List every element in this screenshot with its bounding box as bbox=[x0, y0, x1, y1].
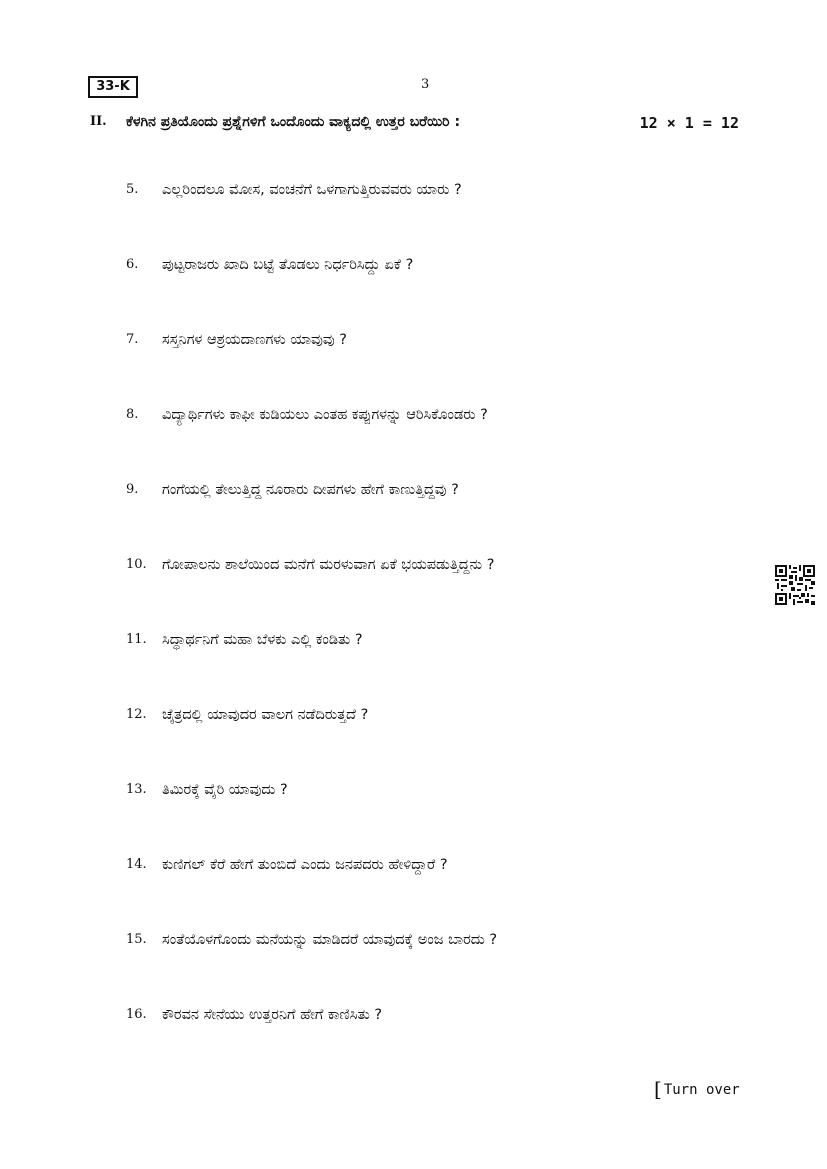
question-text: ಚೈತ್ರದಲ್ಲಿ ಯಾವುದರ ವಾಲಗ ನಡೆದಿರುತ್ತದೆ ? bbox=[162, 707, 369, 723]
question-number: 11. bbox=[126, 632, 147, 647]
section-number: II. bbox=[90, 114, 107, 129]
question-number: 12. bbox=[126, 707, 147, 722]
section-header bbox=[90, 114, 739, 134]
question-text: ಗಂಗೆಯಲ್ಲಿ ತೇಲುತ್ತಿದ್ದ ನೂರಾರು ದೀಪಗಳು ಹೇಗೆ ಕಾಣುತ್ತಿದ್ದವು ? bbox=[162, 482, 459, 498]
question-text: ಪುಟ್ಟರಾಜರು ಖಾದಿ ಬಟ್ಟೆ ತೊಡಲು ನಿರ್ಧರಿಸಿದ್ದು ಏಕೆ ? bbox=[162, 257, 414, 273]
question-number: 14. bbox=[126, 857, 147, 872]
qr-code-icon bbox=[775, 565, 815, 605]
question-number: 13. bbox=[126, 782, 147, 797]
question-text: ಕುಣಿಗಲ್ ಕೆರೆ ಹೇಗೆ ತುಂಬಿದೆ ಎಂದು ಜನಪದರು ಹೇಳಿದ್ದಾರೆ ? bbox=[162, 857, 448, 873]
question-text: ತಿಮಿರಕ್ಕೆ ವೈರಿ ಯಾವುದು ? bbox=[162, 782, 288, 798]
question-text: ಕೌರವನ ಸೇನೆಯು ಉತ್ತರನಿಗೆ ಹೇಗೆ ಕಾಣಿಸಿತು ? bbox=[162, 1007, 383, 1023]
question-number: 6. bbox=[126, 257, 139, 272]
question-number: 5. bbox=[126, 182, 139, 197]
question-text: ವಿದ್ಯಾರ್ಥಿಗಳು ಕಾಫೀ ಕುಡಿಯಲು ಎಂತಹ ಕಪ್ಪುಗಳನ್ನು ಆರಿಸಿಕೊಂಡರು ? bbox=[162, 407, 488, 423]
turn-over-label: Turn over bbox=[663, 1082, 740, 1098]
question-text: ಸಸ್ತನಿಗಳ ಆಶ್ರಯದಾಣಗಳು ಯಾವುವು ? bbox=[162, 332, 347, 348]
question-number: 15. bbox=[126, 932, 147, 947]
paper-code-box: 33-K bbox=[88, 76, 138, 98]
question-text: ಗೋಪಾಲನು ಶಾಲೆಯಿಂದ ಮನೆಗೆ ಮರಳುವಾಗ ಏಕೆ ಭಯಪಡುತ್ತಿದ್ದನು ? bbox=[162, 557, 495, 573]
question-number: 16. bbox=[126, 1007, 147, 1022]
question-number: 8. bbox=[126, 407, 139, 422]
section-instructions: ಕೆಳಗಿನ ಪ್ರತಿಯೊಂದು ಪ್ರಶ್ನೆಗಳಿಗೆ ಒಂದೊಂದು ವಾಕ್ಯದಲ್ಲಿ ಉತ್ತರ ಬರೆಯಿರಿ : bbox=[126, 114, 461, 130]
question-text: ಸಂತೆಯೊಳಗೊಂದು ಮನೆಯನ್ನು ಮಾಡಿದರೆ ಯಾವುದಕ್ಕೆ ಅಂಜ ಬಾರದು ? bbox=[162, 932, 498, 948]
section-marks: 12 × 1 = 12 bbox=[639, 114, 739, 132]
question-text: ಸಿದ್ಧಾರ್ಥನಿಗೆ ಮಹಾ ಬೆಳಕು ಎಲ್ಲಿ ಕಂಡಿತು ? bbox=[162, 632, 363, 648]
page-number: 3 bbox=[421, 77, 430, 92]
question-number: 9. bbox=[126, 482, 139, 497]
question-number: 7. bbox=[126, 332, 139, 347]
bracket-glyph: [ bbox=[654, 1077, 662, 1101]
question-text: ಎಲ್ಲರಿಂದಲೂ ಮೋಸ, ವಂಚನೆಗೆ ಒಳಗಾಗುತ್ತಿರುವವರು ಯಾರು ? bbox=[162, 182, 462, 198]
question-number: 10. bbox=[126, 557, 147, 572]
turn-over-note bbox=[654, 1079, 740, 1101]
